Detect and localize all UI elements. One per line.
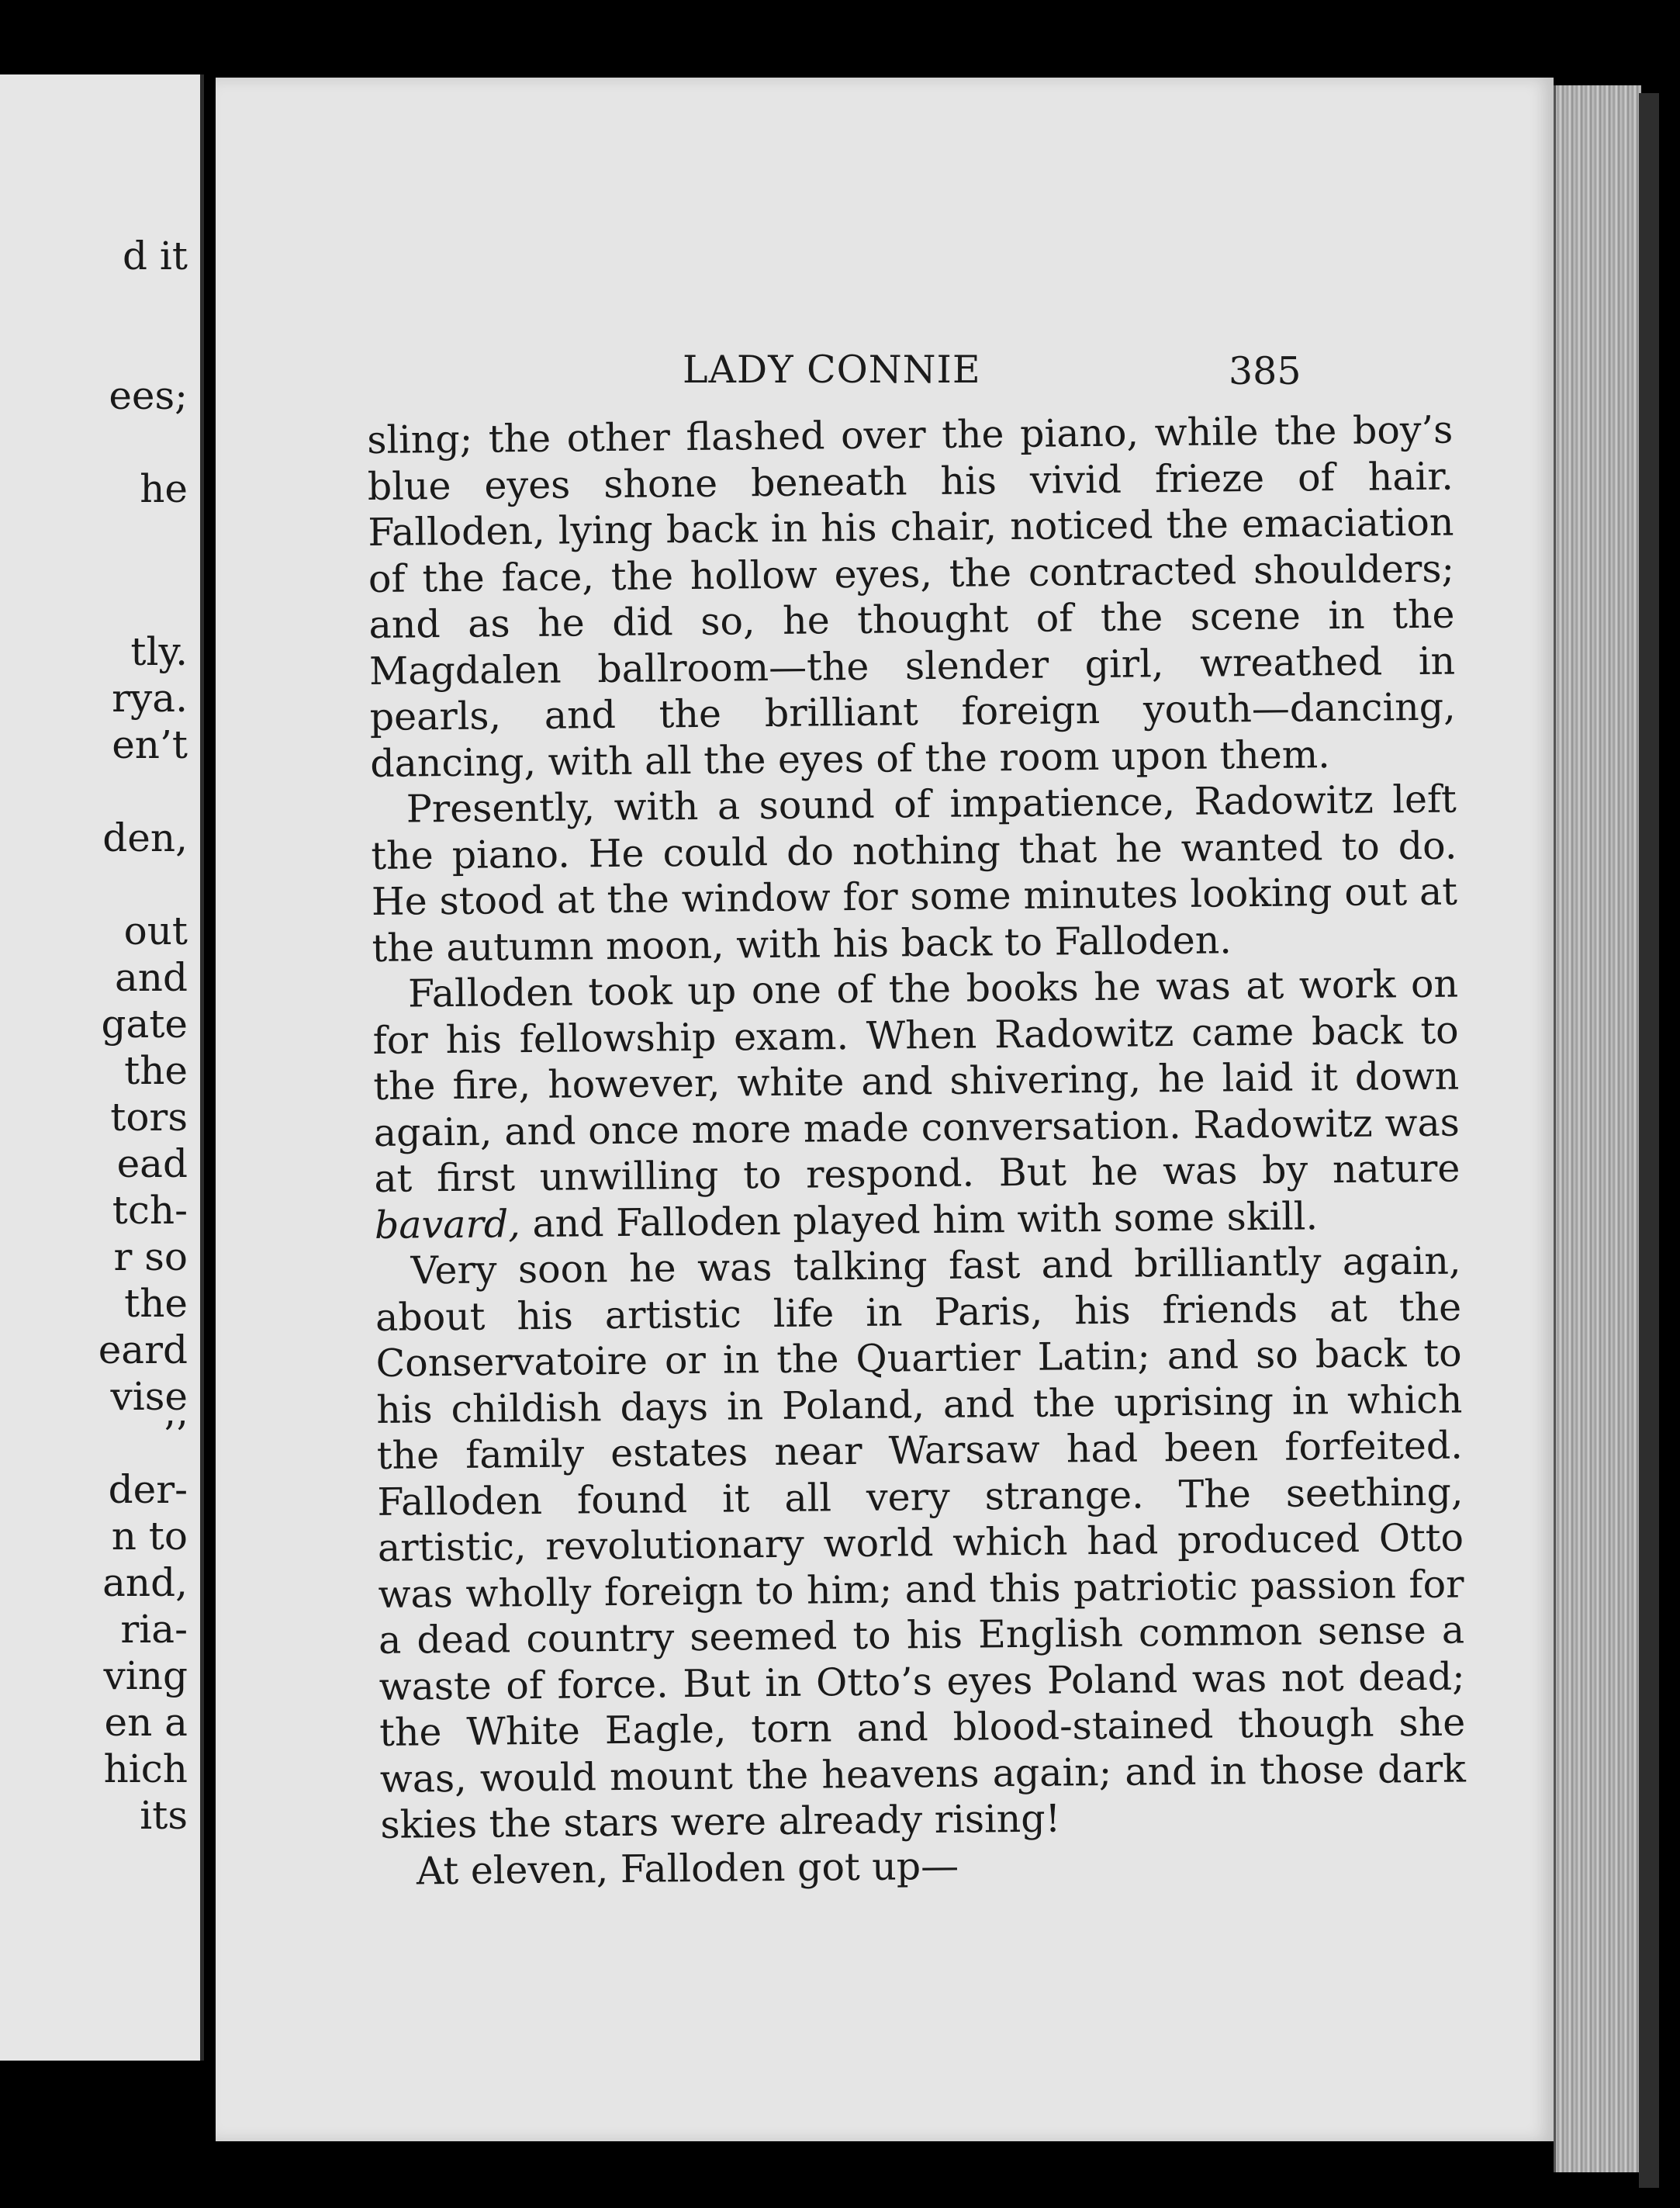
facing-page-fragment: vise — [110, 1374, 188, 1419]
facing-page-fragment: tors — [110, 1095, 188, 1140]
paragraph-3-after: and Falloden played him with some skill. — [520, 1193, 1319, 1246]
facing-page-fragment: tly. — [130, 629, 188, 674]
page-number: 385 — [1229, 349, 1301, 393]
paragraph-3-italic: bavard, — [374, 1201, 521, 1248]
facing-page-fragment: gate — [101, 1002, 188, 1047]
facing-page-fragment: ees; — [109, 373, 188, 418]
paragraph-3 — [372, 961, 1460, 1248]
facing-page-fragment: rya. — [112, 676, 188, 721]
facing-page-fragment: out — [123, 908, 188, 953]
facing-page-fragment: the — [124, 1048, 188, 1093]
facing-page-fragment: the — [124, 1281, 188, 1326]
running-head — [216, 348, 1554, 410]
facing-page-fragment: and, — [102, 1560, 188, 1605]
facing-page-fragment: he — [140, 466, 188, 511]
facing-page — [0, 74, 204, 2061]
paragraph-1: sling; the other flashed over the piano, while the boy’s blue eyes shone beneath his vivid frieze of hair. Falloden, lying back in his chair, noticed the emaciation of the face, the hollow eyes, the contracted shoulders; and as he did so, he thought of the scene in the Magdalen ballroom—the slender girl, wreathed in pearls, and the brilliant foreign youth—dancing, dancing, with all the eyes of the room upon them. — [367, 407, 1456, 786]
facing-page-fragment: and — [114, 955, 188, 1000]
facing-page-fragment: d it — [123, 234, 188, 279]
page-edges — [1554, 85, 1641, 2172]
facing-page-fragment: ria- — [120, 1607, 188, 1652]
facing-page-fragment: tch- — [112, 1188, 188, 1233]
paragraph-5: At eleven, Falloden got up— — [416, 1843, 959, 1893]
facing-page-fragment: en a — [104, 1700, 188, 1745]
facing-page-fragment: hich — [103, 1746, 188, 1791]
facing-page-fragment: n to — [111, 1514, 188, 1559]
facing-page-fragment: eard — [98, 1327, 188, 1372]
book-page — [216, 78, 1554, 2141]
facing-page-fragment: ving — [103, 1653, 188, 1698]
facing-page-fragment: ’’ — [163, 1413, 188, 1458]
facing-page-fragment: en’t — [112, 722, 188, 767]
facing-page-fragment: der- — [108, 1467, 188, 1512]
facing-page-fragment: ead — [116, 1141, 188, 1186]
paragraph-2: Presently, with a sound of impatience, Radowitz left the piano. He could do nothing that he wanted to do. He stood at the window for some minutes looking out at the autumn moon, with his back to Falloden. — [371, 777, 1458, 971]
paragraph-3-before: Falloden took up one of the books he was at work on for his fellowship exam. When Radowitz came back to the fire, however, white and shivering, he laid it down again, and once more made conversation. Radowitz was at first unwilling to respond. But he was by nature — [372, 961, 1460, 1201]
facing-page-fragment: its — [140, 1793, 188, 1838]
running-title: LADY CONNIE — [683, 348, 981, 392]
facing-page-fragment: r so — [113, 1234, 188, 1279]
facing-page-fragment: den, — [102, 815, 188, 860]
paragraph-4: Very soon he was talking fast and brilliantly again, about his artistic life in Paris, his friends at the Conservatoire or in the Quartier Latin; and so back to his childish days in Poland, and the uprising in which the family estates near Warsaw had been forfeited. Falloden found it all very strange. The seething, artistic, revolutionary world which had produced Otto was wholly foreign to him; and this patriotic passion for a dead country seemed to his English common sense a waste of force. But in Otto’s eyes Poland was not dead; the White Eagle, torn and blood-stained though she was, would mount the heavens again; and in those dark skies the stars were already rising! — [375, 1238, 1467, 1847]
book-cover-edge — [1639, 93, 1659, 2188]
body-text — [367, 407, 1467, 1895]
